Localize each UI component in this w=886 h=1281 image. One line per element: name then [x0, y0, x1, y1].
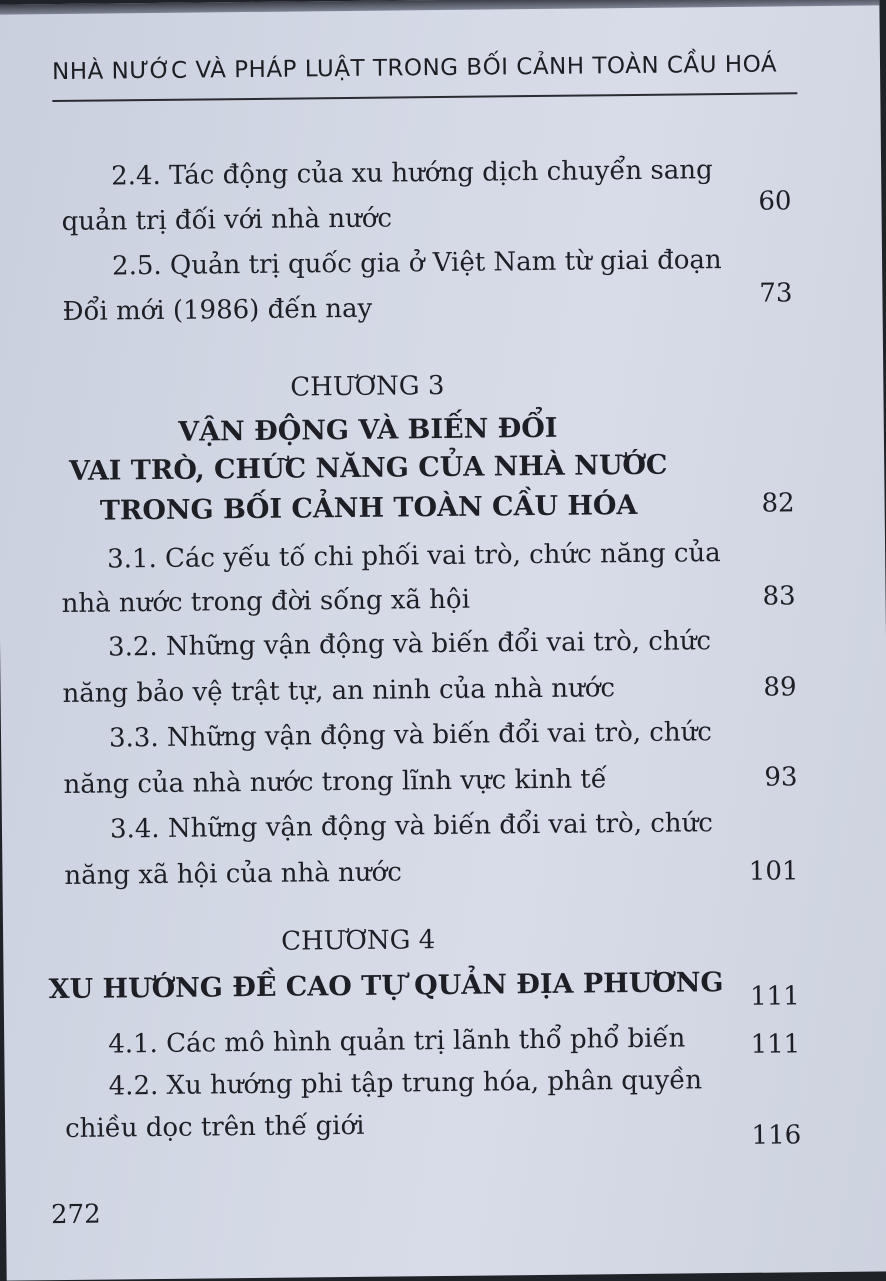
toc-entry-3-1-line1: 3.1. Các yếu tố chi phối vai trò, chức năng của [107, 538, 721, 575]
toc-entry-2-5-line1: 2.5. Quản trị quốc gia ở Việt Nam từ giai đoạn [111, 245, 722, 282]
toc-entry-3-2-line2: năng bảo vệ trật tự, an ninh của nhà nước [62, 673, 616, 709]
toc-entry-3-3-line1: 3.3. Những vận động và biến đổi vai trò, chức [108, 717, 713, 754]
toc-entry-3-4-line2: năng xã hội của nhà nước [64, 857, 402, 891]
page-number: 272 [50, 1199, 101, 1231]
toc-entry-3-3-line2: năng của nhà nước trong lĩnh vực kinh tế [63, 764, 607, 800]
page-edge-shadow [0, 0, 879, 15]
header-rule [52, 92, 797, 102]
toc-entry-4-2-line1: 4.2. Xu hướng phi tập trung hóa, phân quyền [108, 1065, 703, 1102]
chapter-3-title-line2: VAI TRÒ, CHỨC NĂNG CỦA NHÀ NƯỚC [68, 449, 668, 487]
toc-page-4-2: 116 [751, 1120, 802, 1151]
toc-entry-3-4-line1: 3.4. Những vận động và biến đổi vai trò, chức [109, 808, 714, 845]
toc-entry-3-2-line1: 3.2. Những vận động và biến đổi vai trò, chức [107, 626, 712, 663]
toc-entry-4-1-line1: 4.1. Các mô hình quản trị lãnh thổ phổ biến [108, 1023, 686, 1060]
running-head: NHÀ NƯỚC VÀ PHÁP LUẬT TRONG BỐI CẢNH TOÀN CẦU HOÁ [51, 51, 778, 86]
toc-entry-3-1-line2: nhà nước trong đời sống xã hội [61, 584, 471, 619]
toc-page-3-4: 101 [748, 856, 799, 887]
chapter-3-page: 82 [761, 488, 795, 519]
toc-page-2-4: 60 [758, 186, 792, 217]
toc-entry-2-4-line1: 2.4. Tác động của xu hướng dịch chuyển sang [110, 155, 713, 192]
toc-page-4-1: 111 [750, 1029, 801, 1060]
toc-page-3-2: 89 [763, 672, 797, 703]
toc-page-3-3: 93 [764, 762, 798, 793]
chapter-4-label: CHƯƠNG 4 [280, 925, 436, 957]
chapter-3-title-line1: VẬN ĐỘNG VÀ BIẾN ĐỔI [178, 412, 558, 448]
toc-entry-2-4-line2: quản trị đối với nhà nước [61, 203, 393, 237]
toc-entry-4-2-line2: chiều dọc trên thế giới [64, 1110, 365, 1144]
chapter-4-page: 111 [749, 981, 800, 1012]
chapter-3-label: CHƯƠNG 3 [290, 370, 445, 403]
chapter-4-title: XU HƯỚNG ĐỀ CAO TỰ QUẢN ĐỊA PHƯƠNG [48, 967, 724, 1006]
toc-page-2-5: 73 [759, 278, 793, 309]
toc-page-3-1: 83 [762, 581, 796, 612]
toc-entry-2-5-line2: Đổi mới (1986) đến nay [62, 293, 373, 327]
chapter-3-title-line3: TRONG BỐI CẢNH TOÀN CẦU HÓA [99, 489, 638, 527]
